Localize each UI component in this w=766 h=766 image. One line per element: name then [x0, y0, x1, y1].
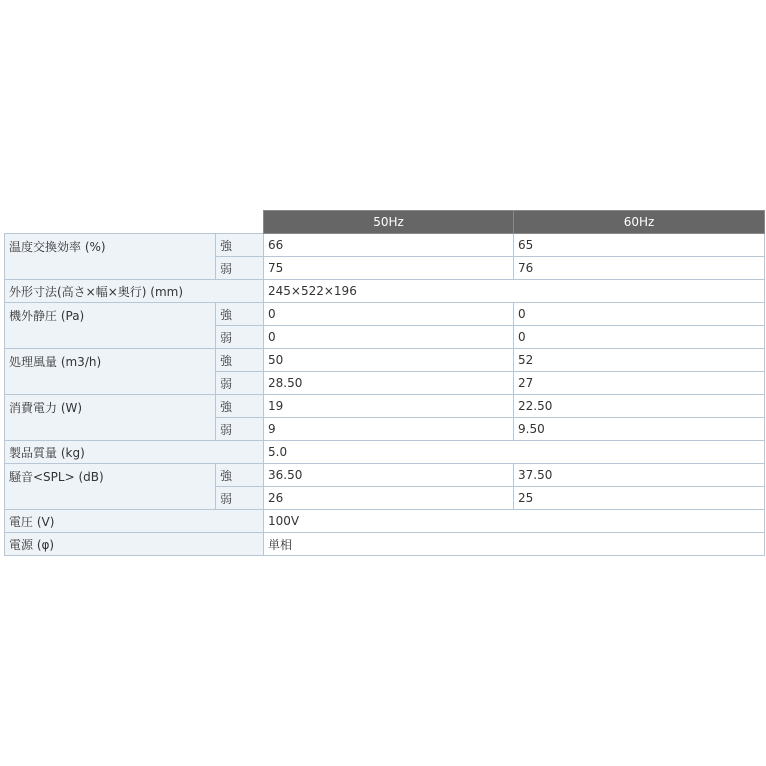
cell-value: 26 [264, 487, 514, 510]
level-strong: 強 [216, 349, 264, 372]
level-strong: 強 [216, 395, 264, 418]
spec-table [4, 210, 765, 556]
table-row [5, 464, 765, 487]
table-row [5, 395, 765, 418]
table-row [5, 441, 765, 464]
row-label-voltage: 電圧 (V) [5, 510, 264, 533]
cell-value: 25 [514, 487, 765, 510]
cell-value: 245×522×196 [264, 280, 765, 303]
cell-value: 0 [514, 303, 765, 326]
cell-value: 27 [514, 372, 765, 395]
row-label-mass: 製品質量 (kg) [5, 441, 264, 464]
table-row [5, 234, 765, 257]
row-label-efficiency: 温度交換効率 (%) [5, 234, 216, 280]
table-row [5, 349, 765, 372]
level-weak: 弱 [216, 372, 264, 395]
level-weak: 弱 [216, 257, 264, 280]
table-row [5, 533, 765, 556]
level-weak: 弱 [216, 487, 264, 510]
cell-value: 19 [264, 395, 514, 418]
cell-value: 9.50 [514, 418, 765, 441]
row-label-airflow: 処理風量 (m3/h) [5, 349, 216, 395]
cell-value: 37.50 [514, 464, 765, 487]
cell-value: 28.50 [264, 372, 514, 395]
row-label-power: 消費電力 (W) [5, 395, 216, 441]
header-60hz: 60Hz [514, 211, 765, 234]
level-strong: 強 [216, 303, 264, 326]
cell-value: 50 [264, 349, 514, 372]
cell-value: 0 [264, 303, 514, 326]
cell-value: 75 [264, 257, 514, 280]
row-label-dimensions: 外形寸法(高さ×幅×奥行) (mm) [5, 280, 264, 303]
header-row [5, 211, 765, 234]
cell-value: 65 [514, 234, 765, 257]
cell-value: 単相 [264, 533, 765, 556]
cell-value: 36.50 [264, 464, 514, 487]
level-strong: 強 [216, 234, 264, 257]
cell-value: 76 [514, 257, 765, 280]
cell-value: 5.0 [264, 441, 765, 464]
table-row [5, 280, 765, 303]
level-strong: 強 [216, 464, 264, 487]
header-corner [5, 211, 264, 234]
cell-value: 100V [264, 510, 765, 533]
level-weak: 弱 [216, 326, 264, 349]
cell-value: 0 [514, 326, 765, 349]
cell-value: 9 [264, 418, 514, 441]
header-50hz: 50Hz [264, 211, 514, 234]
cell-value: 22.50 [514, 395, 765, 418]
row-label-noise: 騒音<SPL> (dB) [5, 464, 216, 510]
table-row [5, 510, 765, 533]
row-label-power-source: 電源 (φ) [5, 533, 264, 556]
level-weak: 弱 [216, 418, 264, 441]
cell-value: 0 [264, 326, 514, 349]
row-label-pressure: 機外静圧 (Pa) [5, 303, 216, 349]
cell-value: 66 [264, 234, 514, 257]
cell-value: 52 [514, 349, 765, 372]
table-row [5, 303, 765, 326]
